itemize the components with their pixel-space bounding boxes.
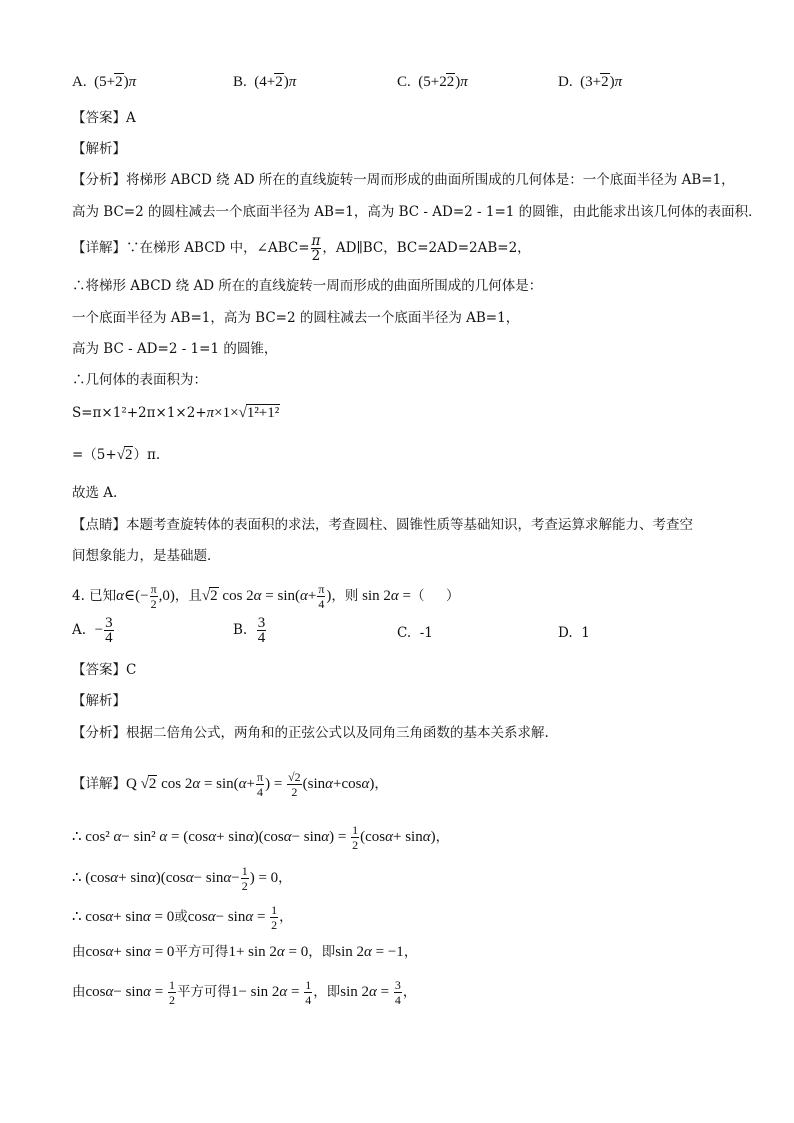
dianjing-tag: 【点睛】 bbox=[72, 517, 126, 533]
q3-answer bbox=[72, 109, 136, 127]
xiangjie-tag: 【详解】 bbox=[72, 776, 126, 792]
q3-xiangjie-line4: 高为 BC - AD=2 - 1=1 的圆锥， bbox=[72, 341, 278, 357]
pi-over-2: $\frac{\pi}{2}$ bbox=[311, 233, 321, 264]
q3-fenxi-line2: 高为 BC=2 的圆柱减去一个底面半径为 AB=1，高为 BC - AD=2 - 1=1 的圆锥，由此能求出该几何体的表面积． bbox=[72, 204, 762, 220]
option-letter: C. bbox=[397, 74, 411, 90]
answer-value: A bbox=[126, 110, 136, 126]
xiangjie-text: ∵在梯形 ABCD 中，∠ABC= bbox=[126, 240, 310, 256]
q3-option-d: D. (3+2)π bbox=[558, 74, 623, 90]
fenxi-tag: 【分析】 bbox=[72, 172, 126, 188]
answer-tag: 【答案】 bbox=[72, 110, 126, 126]
q4-stem: 4. 已知α∈(− $\frac{\pi}{2}$ ,0)，且√2 cos 2α = sin(α+ $\frac{\pi}{4}$ )，则 sin 2α =（ ） bbox=[72, 582, 460, 611]
q4-step-2: ∴ cos² α− sin² α = (cosα+ sinα)(cosα− sinα) = $\frac{1}{2}$ (cosα+ sinα)， bbox=[72, 823, 450, 852]
q3-option-b: B. (4+2)π bbox=[233, 74, 297, 90]
xiangjie-tag: 【详解】 bbox=[72, 240, 126, 256]
fenxi-text: 将梯形 ABCD 绕 AD 所在的直线旋转一周而形成的曲面所围成的几何体是：一个底面半径为 AB=1， bbox=[126, 172, 735, 188]
q3-analysis-tag: 【解析】 bbox=[72, 141, 126, 157]
q4-step-4: ∴ cosα+ sinα = 0或cosα− sinα = $\frac{1}{2}$ ， bbox=[72, 903, 293, 932]
q4-option-c: C. -1 bbox=[397, 625, 433, 641]
fenxi-tag: 【分析】 bbox=[72, 725, 126, 741]
q3-dianjing-line2: 间想象能力，是基础题． bbox=[72, 548, 221, 564]
q4-analysis-tag: 【解析】 bbox=[72, 693, 126, 709]
q3-result: =（5+√2）π. bbox=[72, 447, 161, 463]
q4-option-d: D. 1 bbox=[558, 625, 590, 641]
q4-option-b: B. $\frac{3}{4}$ bbox=[233, 615, 266, 646]
q3-choose: 故选 A. bbox=[72, 485, 118, 501]
q3-xiangjie-line5: ∴几何体的表面积为： bbox=[72, 372, 207, 388]
q4-step-5: 由cosα+ sinα = 0平方可得1+ sin 2α = 0，即sin 2α = −1， bbox=[72, 944, 418, 960]
q3-xiangjie-line1 bbox=[72, 234, 531, 263]
q4-answer bbox=[72, 661, 136, 679]
xiangjie-text: ，AD∥BC，BC=2AD=2AB=2， bbox=[322, 240, 531, 256]
q3-xiangjie-line2: ∴将梯形 ABCD 绕 AD 所在的直线旋转一周而形成的曲面所围成的几何体是： bbox=[72, 278, 543, 294]
option-letter: A. bbox=[72, 74, 87, 90]
q4-step-6: 由cosα− sinα = $\frac{1}{2}$ 平方可得1− sin 2α = $\frac{1}{4}$ ，即sin 2α = $\frac{3}{4}$ ， bbox=[72, 978, 417, 1007]
q4-step-3: ∴ (cosα+ sinα)(cosα− sinα− $\frac{1}{2}$ ) = 0， bbox=[72, 864, 292, 893]
fenxi-text: 根据二倍角公式，两角和的正弦公式以及同角三角函数的基本关系求解. bbox=[126, 725, 549, 741]
answer-value: C bbox=[126, 662, 137, 678]
q3-xiangjie-line3: 一个底面半径为 AB=1，高为 BC=2 的圆柱减去一个底面半径为 AB=1， bbox=[72, 310, 520, 326]
option-letter: D. bbox=[558, 74, 573, 90]
q3-dianjing-line1 bbox=[72, 516, 693, 534]
q4-fenxi bbox=[72, 724, 549, 742]
q3-surface-area-formula: S=π×1²+2π×1×2+π×1×√1²+1² bbox=[72, 405, 280, 421]
q3-fenxi-line1 bbox=[72, 171, 735, 189]
q4-option-a: A. − $\frac{3}{4}$ bbox=[72, 615, 113, 646]
q4-step-1: 【详解】Q √2 cos 2α = sin(α+ $\frac{\pi}{4}$ ) = $\frac{√2}{2}$ (sinα+cosα)， bbox=[72, 770, 388, 799]
answer-tag: 【答案】 bbox=[72, 662, 126, 678]
q3-option-a: A. (5+2)π bbox=[72, 74, 137, 90]
dianjing-text: 本题考查旋转体的表面积的求法，考查圆柱、圆锥性质等基础知识，考查运算求解能力、考查空 bbox=[126, 517, 693, 533]
q3-option-c: C. (5+22)π bbox=[397, 74, 468, 90]
option-letter: B. bbox=[233, 74, 247, 90]
